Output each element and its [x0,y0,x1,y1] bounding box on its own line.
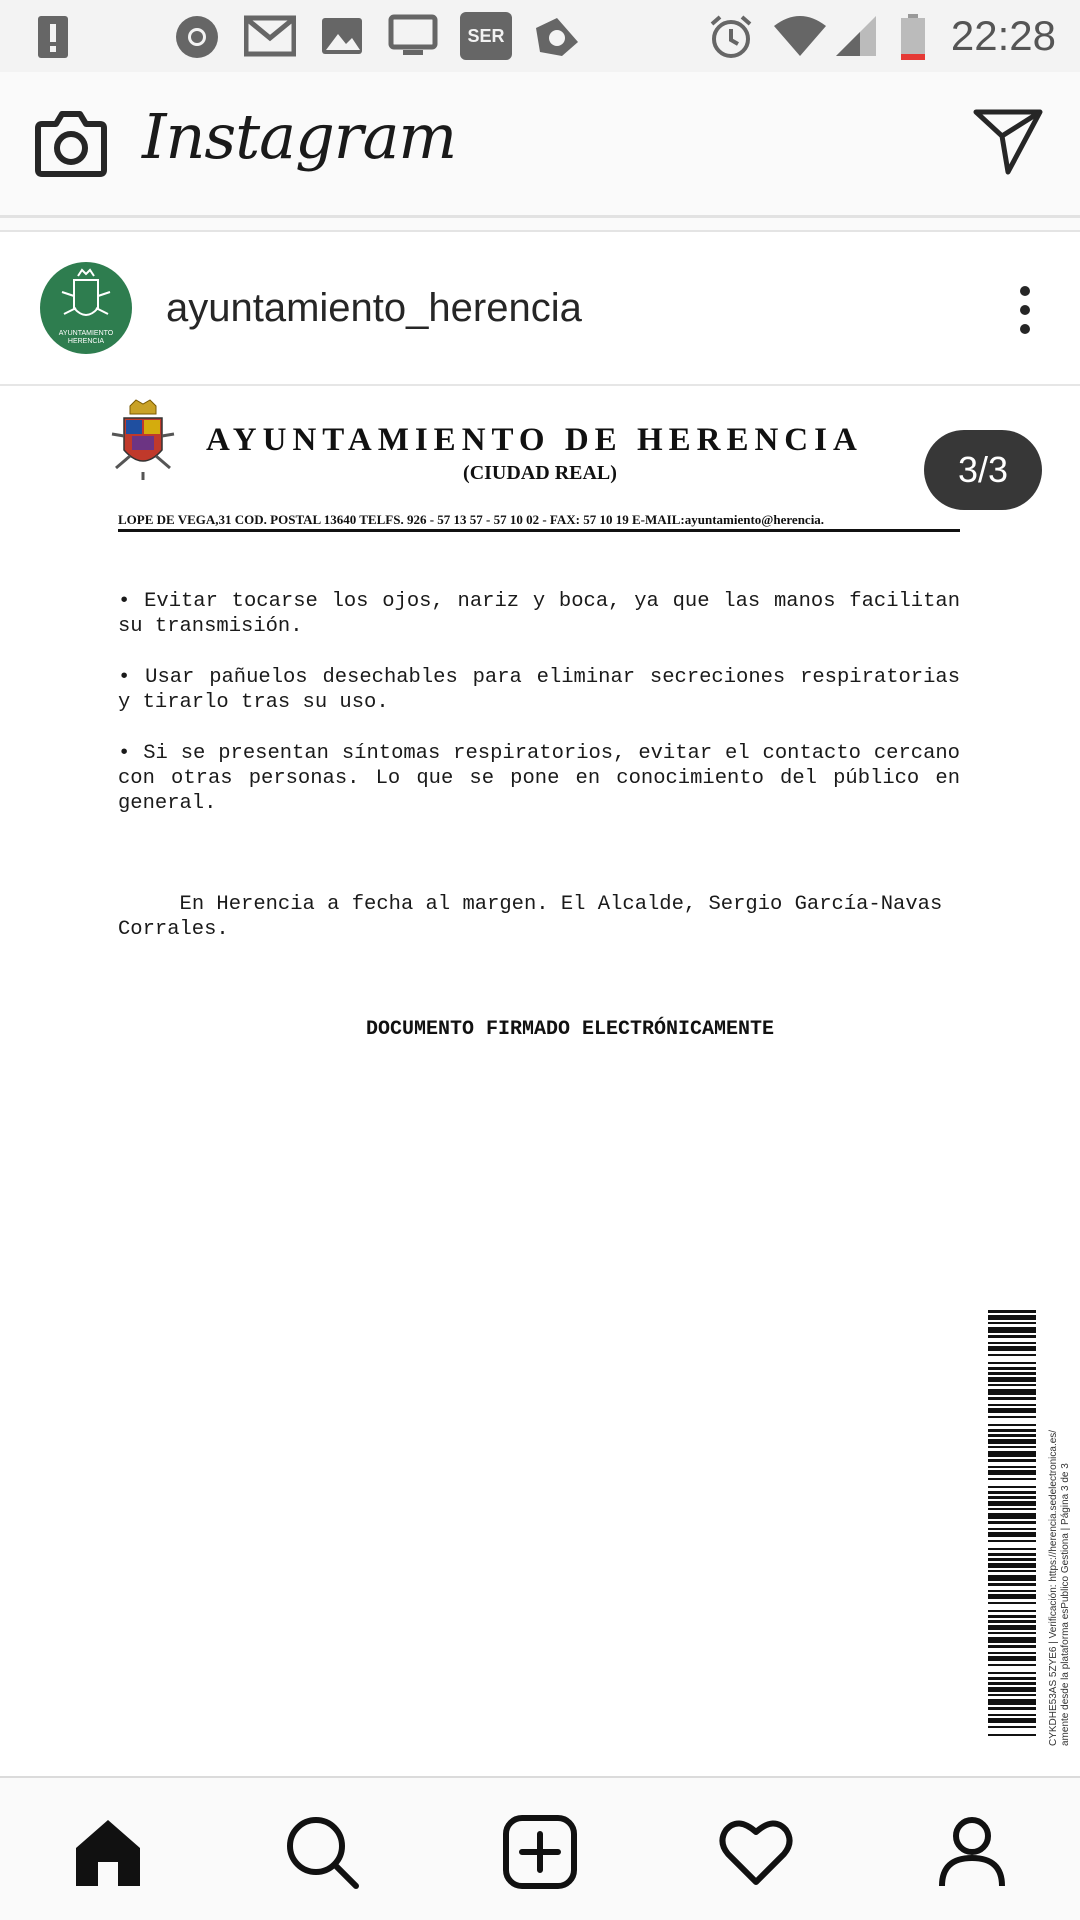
avatar-caption: AYUNTAMIENTO HERENCIA [58,330,114,345]
battery-low-icon [900,14,926,60]
home-icon[interactable] [70,1814,146,1890]
signal-icon [834,14,878,58]
document-bullet: • Usar pañuelos desechables para eliminar secreciones respiratorias y tirarlo tras su uso. [118,666,960,714]
app-header [0,72,1080,218]
document-title: AYUNTAMIENTO DE HERENCIA [206,422,863,458]
avatar[interactable] [40,262,132,354]
status-bar [0,0,1080,72]
verification-line-2: amente desde la plataforma esPublico Gestiona | Página 3 de 3 [1060,1463,1071,1746]
post-image[interactable] [0,386,1080,1776]
more-options-icon[interactable] [1010,286,1040,336]
verification-text [1040,1386,1071,1746]
cast-icon [388,14,438,58]
carousel-counter: 3/3 [924,430,1042,510]
document-closing: En Herencia a fecha al margen. El Alcalde, Sergio García-Navas Corrales. [118,893,955,941]
activity-heart-icon[interactable] [718,1814,794,1890]
document-signature-note: DOCUMENTO FIRMADO ELECTRÓNICAMENTE [365,1018,775,1041]
document-bullet: • Evitar tocarse los ojos, nariz y boca, ya que las manos facilitan su transmisión. [118,590,960,638]
search-icon[interactable] [284,1814,360,1890]
barcode [988,1310,1038,1740]
profile-icon[interactable] [934,1814,1010,1890]
chrome-icon [174,14,220,60]
gallery-icon [320,14,364,58]
document-rule [118,529,960,532]
avast-icon [532,14,582,60]
document-bullet: • Si se presentan síntomas respiratorios, evitar el contacto cercano con otras personas. Lo que se pone en conocimiento del público en general. [118,742,960,815]
new-post-icon[interactable] [502,1814,578,1890]
direct-message-icon[interactable] [972,106,1044,176]
app-logo: Instagram [142,100,457,173]
verification-line-1: CYKDHE53AS 5ZYE6 | Verificación: https://herencia.sedelectronica.es/ [1048,1429,1059,1746]
post-header [0,232,1080,386]
document-address: LOPE DE VEGA,31 COD. POSTAL 13640 TELFS. 926 - 57 13 57 - 57 10 02 - FAX: 57 10 19 E-MAIL:ayuntamiento@herencia. [118,512,825,527]
post-username[interactable]: ayuntamiento_herencia [166,286,582,330]
alarm-icon [708,14,754,60]
camera-icon[interactable] [34,108,108,178]
bottom-navigation [0,1776,1080,1920]
gmail-icon [244,14,296,58]
wifi-icon [772,14,828,58]
ser-app-icon: SER [460,12,512,60]
document-subtitle: (CIUDAD REAL) [463,462,617,484]
status-time: 22:28 [950,12,1056,59]
alert-icon [36,14,70,60]
